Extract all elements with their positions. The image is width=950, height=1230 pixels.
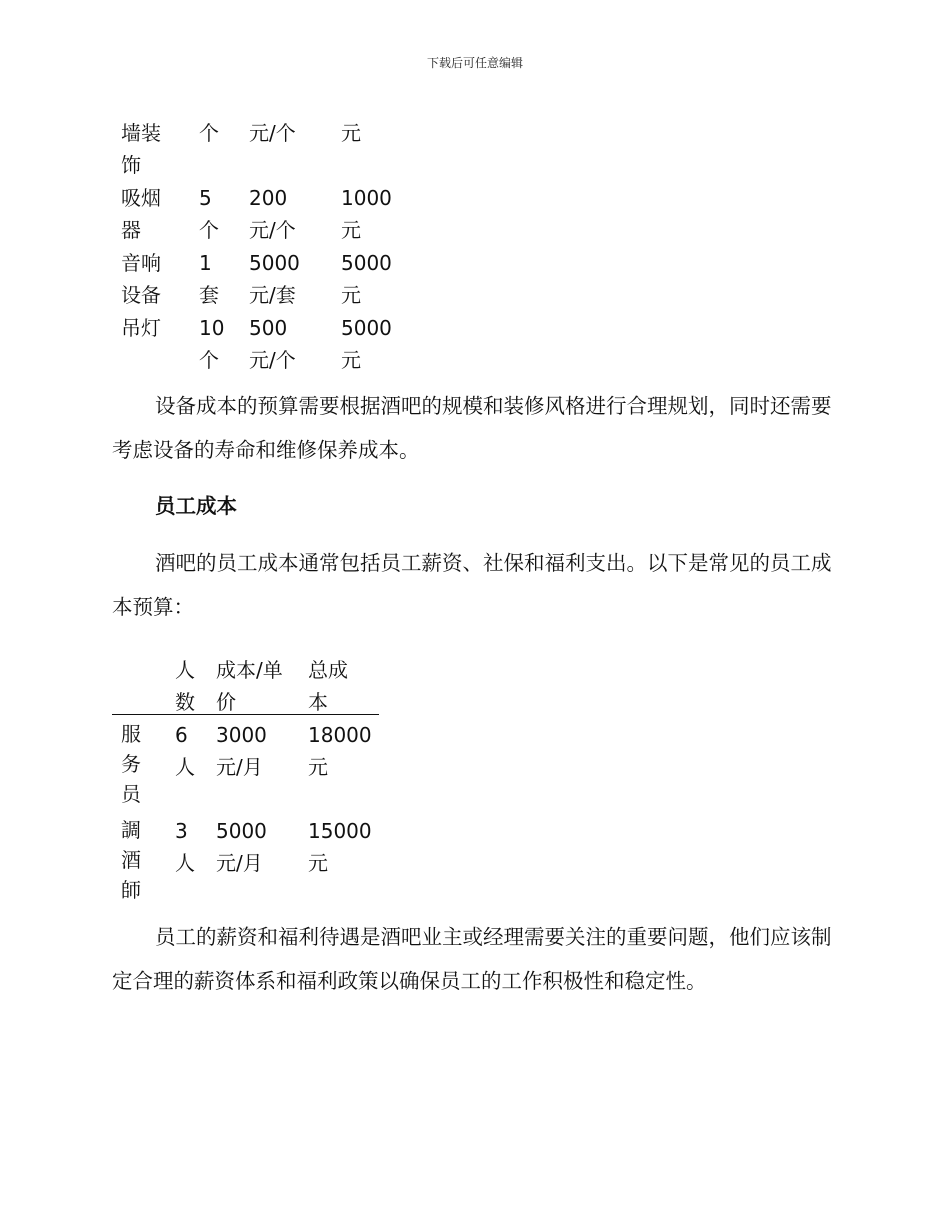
table-cell-qty: 个 (199, 121, 219, 145)
table-cell-unit-price: 500 元/个 (249, 316, 296, 372)
table-cell-role: 服 务 员 (121, 722, 141, 806)
table-cell-item: 吸烟 器 (121, 186, 161, 242)
table-cell-item: 音响 设备 (121, 251, 161, 307)
table-header-rule (112, 714, 379, 715)
table-cell-count: 3 人 (175, 819, 195, 875)
table-cell-total: 5000 元 (341, 251, 392, 307)
table-cell-qty: 1 套 (199, 251, 219, 307)
table-cell-unit-price: 5000 元/套 (249, 251, 300, 307)
table-cell-total: 元 (341, 121, 361, 145)
table-cell-item: 吊灯 (121, 316, 161, 340)
table-cell-qty: 5 个 (199, 186, 219, 242)
table-header-unit-cost: 成本/单 价 (216, 658, 283, 714)
table-cell-role: 調 酒 師 (121, 818, 141, 902)
table-cell-total: 1000 元 (341, 186, 392, 242)
section-heading: 员工成本 (155, 494, 237, 518)
table-cell-total: 15000 元 (308, 819, 372, 875)
table-cell-count: 6 人 (175, 723, 195, 779)
table-cell-unit-price: 元/个 (249, 121, 296, 145)
table-header-total: 总成 本 (308, 658, 348, 714)
table-cell-qty: 10 个 (199, 316, 225, 372)
table-cell-total: 18000 元 (308, 723, 372, 779)
table-cell-item: 墙装 饰 (121, 121, 161, 177)
table-header-count: 人 数 (175, 658, 195, 714)
page-header: 下载后可任意编辑 (426, 56, 523, 70)
paragraph-equipment: 设备成本的预算需要根据酒吧的规模和装修风格进行合理规划，同时还需要考虑设备的寿命和维修保养成本。 (112, 394, 832, 462)
table-cell-unit-cost: 3000 元/月 (216, 723, 267, 779)
table-cell-total: 5000 元 (341, 316, 392, 372)
table-cell-unit-price: 200 元/个 (249, 186, 296, 242)
table-cell-unit-cost: 5000 元/月 (216, 819, 267, 875)
paragraph-staff-intro: 酒吧的员工成本通常包括员工薪资、社保和福利支出。以下是常见的员工成本预算： (112, 551, 832, 619)
paragraph-staff-conclusion: 员工的薪资和福利待遇是酒吧业主或经理需要关注的重要问题，他们应该制定合理的薪资体系和福利政策以确保员工的工作积极性和稳定性。 (112, 925, 832, 993)
